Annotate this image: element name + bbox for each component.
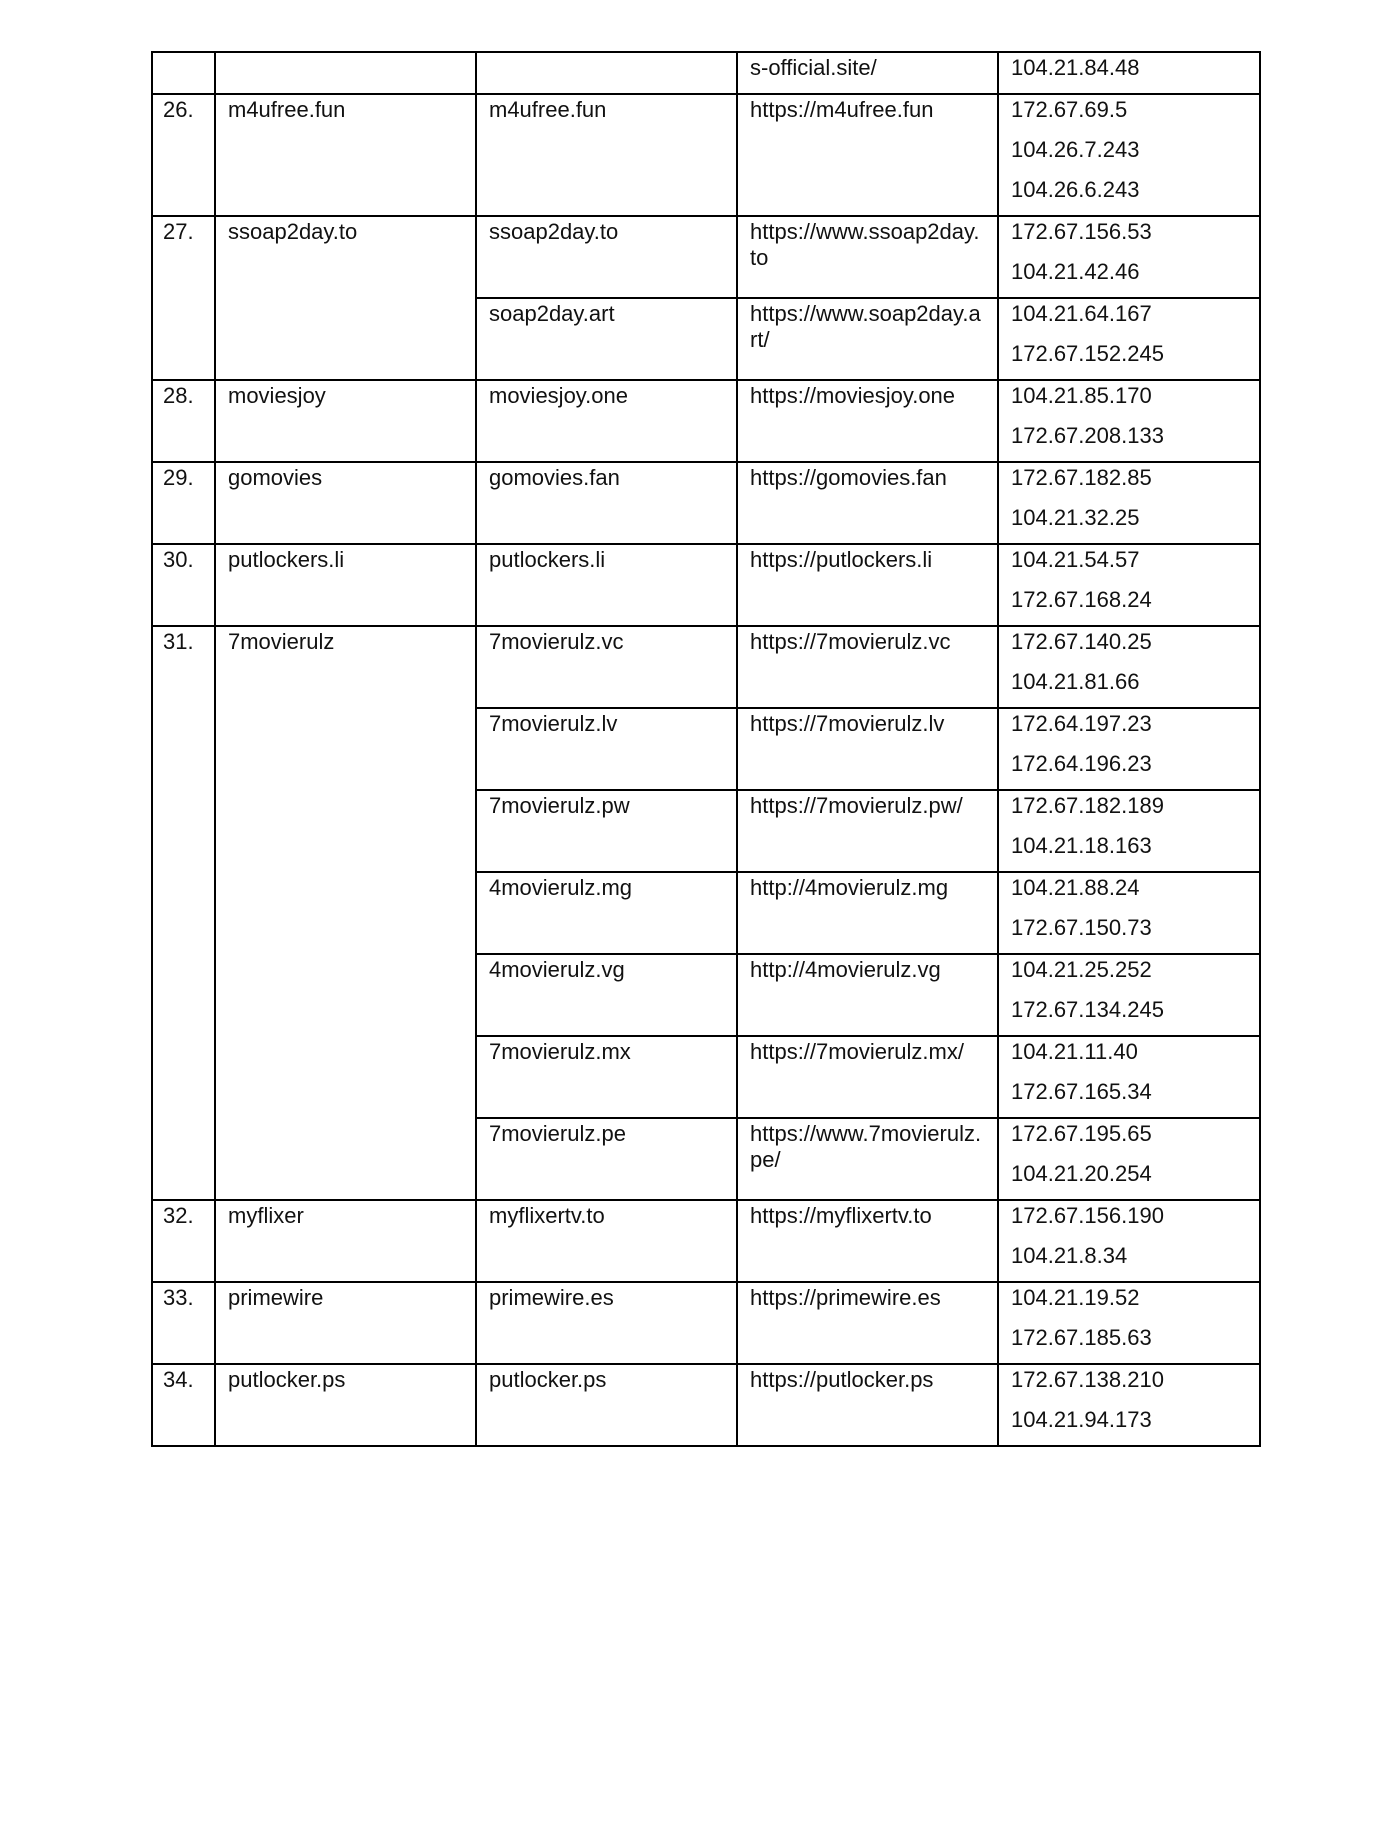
website-name-cell: putlocker.ps xyxy=(215,1364,476,1446)
ip-address-cell xyxy=(998,1118,1260,1200)
serial-number-cell: 30. xyxy=(152,544,215,626)
domain-cell: 7movierulz.lv xyxy=(476,708,737,790)
domain-cell: moviesjoy.one xyxy=(476,380,737,462)
ip-address: 172.67.138.210 xyxy=(1011,1367,1164,1392)
ip-address: 172.67.140.25 xyxy=(1011,629,1152,654)
table-row xyxy=(152,94,1260,216)
table-row xyxy=(152,626,1260,708)
ip-address: 172.67.168.24 xyxy=(1011,587,1152,612)
ip-address-cell xyxy=(998,298,1260,380)
website-name-cell: m4ufree.fun xyxy=(215,94,476,216)
url-cell: https://7movierulz.lv xyxy=(737,708,998,790)
ip-address-cell xyxy=(998,544,1260,626)
table-row xyxy=(152,52,1260,94)
domain-cell: ssoap2day.to xyxy=(476,216,737,298)
ip-address: 172.67.165.34 xyxy=(1011,1079,1152,1104)
ip-address-cell xyxy=(998,94,1260,216)
ip-address: 104.26.7.243 xyxy=(1011,137,1140,162)
ip-address: 172.67.208.133 xyxy=(1011,423,1164,448)
table-row xyxy=(152,216,1260,298)
serial-number-cell xyxy=(152,52,215,94)
url-cell: https://m4ufree.fun xyxy=(737,94,998,216)
domain-cell: putlocker.ps xyxy=(476,1364,737,1446)
url-cell: https://www.ssoap2day.to xyxy=(737,216,998,298)
ip-address: 104.21.25.252 xyxy=(1011,957,1152,982)
website-name-cell: ssoap2day.to xyxy=(215,216,476,380)
website-name-cell: moviesjoy xyxy=(215,380,476,462)
ip-address: 104.21.42.46 xyxy=(1011,259,1140,284)
url-cell: http://4movierulz.mg xyxy=(737,872,998,954)
serial-number-cell: 32. xyxy=(152,1200,215,1282)
ip-address: 104.21.11.40 xyxy=(1011,1039,1138,1064)
url-cell: https://www.soap2day.art/ xyxy=(737,298,998,380)
ip-address: 172.67.150.73 xyxy=(1011,915,1152,940)
ip-address-cell xyxy=(998,1036,1260,1118)
serial-number-cell: 26. xyxy=(152,94,215,216)
url-cell: https://www.7movierulz.pe/ xyxy=(737,1118,998,1200)
serial-number-cell: 28. xyxy=(152,380,215,462)
table-row xyxy=(152,1282,1260,1364)
table-row xyxy=(152,380,1260,462)
domain-cell: 7movierulz.mx xyxy=(476,1036,737,1118)
website-name-cell: 7movierulz xyxy=(215,626,476,1200)
ip-address: 104.21.85.170 xyxy=(1011,383,1152,408)
url-cell: http://4movierulz.vg xyxy=(737,954,998,1036)
ip-address: 172.67.69.5 xyxy=(1011,97,1128,122)
ip-address: 104.21.18.163 xyxy=(1011,833,1152,858)
ip-address: 172.67.156.53 xyxy=(1011,219,1152,244)
website-name-cell: myflixer xyxy=(215,1200,476,1282)
domain-cell: 4movierulz.vg xyxy=(476,954,737,1036)
url-cell: https://putlocker.ps xyxy=(737,1364,998,1446)
domain-cell: 7movierulz.pw xyxy=(476,790,737,872)
domain-cell: soap2day.art xyxy=(476,298,737,380)
url-cell: https://7movierulz.pw/ xyxy=(737,790,998,872)
ip-address-cell xyxy=(998,1200,1260,1282)
ip-address: 172.67.195.65 xyxy=(1011,1121,1152,1146)
url-cell: https://7movierulz.vc xyxy=(737,626,998,708)
ip-address: 104.21.88.24 xyxy=(1011,875,1140,900)
domain-cell: 4movierulz.mg xyxy=(476,872,737,954)
domain-cell: myflixertv.to xyxy=(476,1200,737,1282)
ip-address-cell xyxy=(998,626,1260,708)
ip-address-cell xyxy=(998,216,1260,298)
url-cell: https://moviesjoy.one xyxy=(737,380,998,462)
site-blocking-table xyxy=(151,51,1261,1447)
website-name-cell: primewire xyxy=(215,1282,476,1364)
ip-address: 104.21.64.167 xyxy=(1011,301,1152,326)
ip-address: 104.21.8.34 xyxy=(1011,1243,1128,1268)
table-row xyxy=(152,1200,1260,1282)
ip-address: 104.21.94.173 xyxy=(1011,1407,1152,1432)
domain-cell: gomovies.fan xyxy=(476,462,737,544)
serial-number-cell: 33. xyxy=(152,1282,215,1364)
ip-address: 172.67.182.189 xyxy=(1011,793,1164,818)
domain-cell: 7movierulz.vc xyxy=(476,626,737,708)
ip-address: 104.26.6.243 xyxy=(1011,177,1140,202)
table-row xyxy=(152,462,1260,544)
ip-address: 104.21.84.48 xyxy=(1011,55,1140,80)
website-name-cell xyxy=(215,52,476,94)
ip-address-cell xyxy=(998,1364,1260,1446)
ip-address-cell xyxy=(998,708,1260,790)
ip-address-cell xyxy=(998,872,1260,954)
ip-address-cell xyxy=(998,1282,1260,1364)
ip-address-cell xyxy=(998,954,1260,1036)
serial-number-cell: 34. xyxy=(152,1364,215,1446)
ip-address: 172.67.185.63 xyxy=(1011,1325,1152,1350)
ip-address-cell xyxy=(998,380,1260,462)
url-cell: https://7movierulz.mx/ xyxy=(737,1036,998,1118)
table-row xyxy=(152,544,1260,626)
domain-cell: primewire.es xyxy=(476,1282,737,1364)
ip-address: 172.64.197.23 xyxy=(1011,711,1152,736)
url-cell: https://myflixertv.to xyxy=(737,1200,998,1282)
ip-address: 104.21.20.254 xyxy=(1011,1161,1152,1186)
ip-address: 172.67.156.190 xyxy=(1011,1203,1164,1228)
domain-cell xyxy=(476,52,737,94)
ip-address: 104.21.54.57 xyxy=(1011,547,1140,572)
table-body xyxy=(152,52,1260,1446)
table-row xyxy=(152,1364,1260,1446)
website-name-cell: gomovies xyxy=(215,462,476,544)
domain-cell: putlockers.li xyxy=(476,544,737,626)
ip-address: 104.21.81.66 xyxy=(1011,669,1140,694)
domain-cell: m4ufree.fun xyxy=(476,94,737,216)
url-cell: https://putlockers.li xyxy=(737,544,998,626)
serial-number-cell: 31. xyxy=(152,626,215,1200)
ip-address-cell xyxy=(998,790,1260,872)
ip-address-cell xyxy=(998,462,1260,544)
ip-address-cell xyxy=(998,52,1260,94)
domain-cell: 7movierulz.pe xyxy=(476,1118,737,1200)
ip-address: 172.67.152.245 xyxy=(1011,341,1164,366)
website-name-cell: putlockers.li xyxy=(215,544,476,626)
ip-address: 104.21.32.25 xyxy=(1011,505,1140,530)
ip-address: 172.67.182.85 xyxy=(1011,465,1152,490)
ip-address: 104.21.19.52 xyxy=(1011,1285,1140,1310)
ip-address: 172.64.196.23 xyxy=(1011,751,1152,776)
ip-address: 172.67.134.245 xyxy=(1011,997,1164,1022)
serial-number-cell: 29. xyxy=(152,462,215,544)
serial-number-cell: 27. xyxy=(152,216,215,380)
url-cell: https://primewire.es xyxy=(737,1282,998,1364)
url-cell: s-official.site/ xyxy=(737,52,998,94)
url-cell: https://gomovies.fan xyxy=(737,462,998,544)
